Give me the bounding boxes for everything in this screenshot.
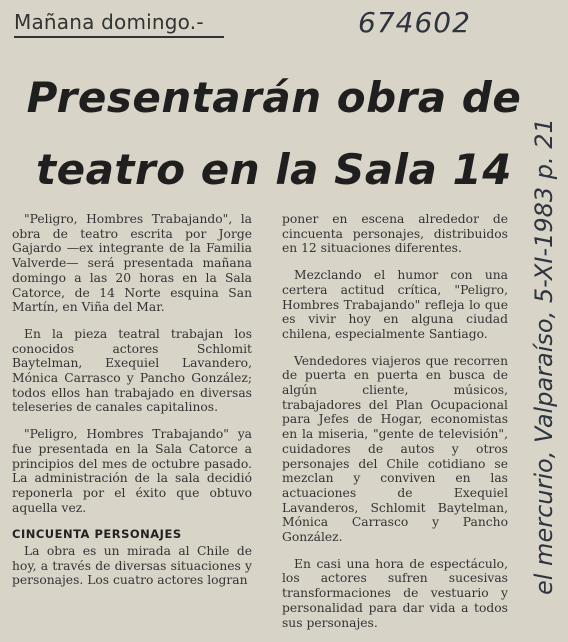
headline-line-2: teatro en la Sala 14 xyxy=(36,145,512,194)
right-column xyxy=(282,212,508,642)
kicker-label: Mañana domingo.- xyxy=(14,10,224,38)
paragraph: En casi una hora de espectáculo, los actores sufren sucesivas transformaciones de vestuario y personalidad para dar vida a todos sus personajes. xyxy=(282,556,508,630)
paragraph: En la pieza teatral trabajan los conocidos actores Schlomit Baytelman, Exequiel Lavandero, Mónica Carrasco y Pancho González; todos ellos han trabajado en diversas teleseries de canales capitalinos. xyxy=(12,326,252,415)
left-column xyxy=(12,212,252,600)
paragraph: La obra es un mirada al Chile de hoy, a través de diversas situaciones y personajes. Los cuatro actores logran xyxy=(12,544,252,588)
paragraph: Vendedores viajeros que recorren de puerta en puerta en busca de algún cliente, músicos, trabajadores del Plan Ocupacional para Jefes de Hogar, economistas en la miseria, "gente de televisión", cuidadores de autos y otros personajes del Chile cotidiano se mezclan y conviven en las actuaciones de Exequiel Lavanderos, Schlomit Baytelman, Mónica Carrasco y Pancho González. xyxy=(282,353,508,545)
paragraph: poner en escena alrededor de cincuenta personajes, distribuidos en 12 situaciones diferentes. xyxy=(282,212,508,256)
paragraph: Mezclando el humor con una certera actitud crítica, "Peligro, Hombres Trabajando" refleja lo que es vivir hoy en alguna ciudad chilena, especialmente Santiago. xyxy=(282,268,508,341)
catalog-number: 674602 xyxy=(358,6,471,39)
paragraph: "Peligro, Hombres Trabajando" ya fue presentada en la Sala Catorce a principios del mes de octubre pasado. La administración de la sala decidió reponerla por el éxito que obtuvo aquella vez. xyxy=(12,427,252,515)
section-subhead: CINCUENTA PERSONAJES xyxy=(12,527,182,542)
headline-line-1: Presentarán obra de xyxy=(26,73,522,122)
headline xyxy=(14,62,534,206)
handwritten-source-note: el mercurio, Valparaíso, 5-XI-1983 p. 21 xyxy=(530,118,558,595)
paragraph: "Peligro, Hombres Trabajando", la obra de teatro escrita por Jorge Gajardo —ex integrante de la Familia Valverde— será presentada mañana domingo a las 20 horas en la Sala Catorce, de 14 Norte esquina San Martín, en Viña del Mar. xyxy=(12,212,252,315)
